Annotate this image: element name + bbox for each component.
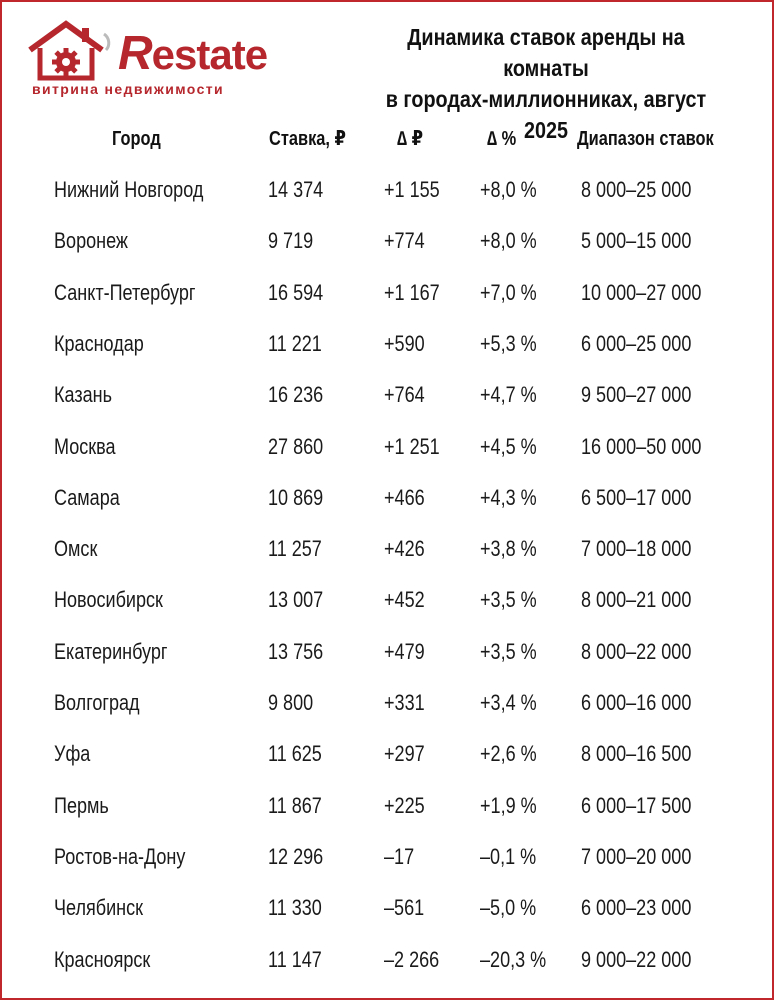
- cell-city: Самара: [54, 484, 120, 510]
- cell-delta-pct: +4,7 %: [480, 382, 537, 408]
- cell-rate: 14 374: [268, 177, 324, 202]
- cell-range: 7 000–18 000: [581, 536, 692, 562]
- cell-delta-rub: –561: [384, 895, 425, 921]
- cell-city: Нижний Новгород: [54, 177, 204, 202]
- cell-delta-rub: –17: [384, 843, 415, 869]
- cell-rate: 11 221: [268, 330, 322, 356]
- cell-range: 6 000–17 500: [581, 792, 692, 818]
- title-line-2: в городах-миллионниках, август 2025: [385, 86, 707, 143]
- cell-city: Волгоград: [54, 690, 140, 715]
- cell-delta-rub: +466: [384, 484, 425, 510]
- title-line-1: Динамика ставок аренды на комнаты: [407, 24, 685, 81]
- cell-range: 16 000–50 000: [581, 433, 702, 459]
- cell-range: 9 500–27 000: [581, 382, 692, 408]
- cell-delta-pct: +7,0 %: [480, 279, 537, 305]
- cell-delta-pct: +8,0 %: [480, 177, 537, 202]
- cell-rate: 9 719: [268, 228, 314, 254]
- cell-delta-rub: +426: [384, 536, 425, 562]
- brand-wordmark: Restate: [118, 27, 268, 80]
- cell-rate: 11 147: [268, 946, 322, 972]
- header-rate: Ставка, ₽: [269, 128, 346, 150]
- table-row: [0, 226, 774, 256]
- table-row: [0, 483, 774, 513]
- cell-rate: 16 236: [268, 382, 324, 408]
- cell-rate: 9 800: [268, 690, 314, 715]
- cell-delta-pct: –20,3 %: [480, 946, 547, 972]
- cell-delta-rub: +764: [384, 382, 425, 408]
- table-header: [0, 124, 774, 154]
- cell-city: Омск: [54, 536, 98, 562]
- cell-delta-rub: –2 266: [384, 946, 440, 972]
- cell-rate: 11 625: [268, 741, 322, 767]
- cell-city: Москва: [54, 433, 116, 459]
- cell-city: Ростов-на-Дону: [54, 843, 186, 869]
- cell-range: 7 000–20 000: [581, 843, 692, 869]
- cell-rate: 13 756: [268, 638, 324, 664]
- cell-range: 6 000–16 000: [581, 690, 692, 715]
- cell-delta-pct: +3,5 %: [480, 638, 537, 664]
- cell-delta-rub: +1 251: [384, 433, 440, 459]
- cell-rate: 27 860: [268, 433, 324, 459]
- cell-city: Пермь: [54, 792, 109, 818]
- cell-delta-pct: +1,9 %: [480, 792, 537, 818]
- cell-city: Санкт-Петербург: [54, 279, 196, 305]
- table-row: [0, 380, 774, 410]
- cell-city: Краснодар: [54, 330, 144, 356]
- table-row: [0, 945, 774, 975]
- cell-range: 5 000–15 000: [581, 228, 692, 254]
- header-delta-pct: ∆ %: [487, 128, 517, 150]
- cell-delta-pct: +3,5 %: [480, 587, 537, 613]
- table-row: [0, 585, 774, 615]
- cell-delta-pct: +3,4 %: [480, 690, 537, 715]
- cell-rate: 12 296: [268, 843, 324, 869]
- table-row: [0, 688, 774, 718]
- cell-delta-rub: +1 155: [384, 177, 440, 202]
- cell-delta-rub: +1 167: [384, 279, 440, 305]
- cell-range: 6 500–17 000: [581, 484, 692, 510]
- cell-delta-pct: +5,3 %: [480, 330, 537, 356]
- cell-delta-pct: +4,5 %: [480, 433, 537, 459]
- table-row: [0, 637, 774, 667]
- table-row: [0, 534, 774, 564]
- header-city: Город: [112, 128, 161, 150]
- cell-range: 8 000–25 000: [581, 177, 692, 202]
- cell-delta-pct: –5,0 %: [480, 895, 537, 921]
- table-row: [0, 739, 774, 769]
- cell-delta-pct: +3,8 %: [480, 536, 537, 562]
- cell-delta-rub: +225: [384, 792, 425, 818]
- cell-range: 8 000–22 000: [581, 638, 692, 664]
- cell-city: Челябинск: [54, 895, 144, 921]
- cell-rate: 10 869: [268, 484, 324, 510]
- cell-delta-pct: +4,3 %: [480, 484, 537, 510]
- table-row: [0, 278, 774, 308]
- cell-range: 10 000–27 000: [581, 279, 702, 305]
- brand-tagline: витрина недвижимости: [32, 81, 225, 97]
- cell-rate: 13 007: [268, 587, 324, 613]
- cell-delta-rub: +774: [384, 228, 425, 254]
- cell-delta-rub: +590: [384, 330, 425, 356]
- table-row: [0, 893, 774, 923]
- header-delta-rub: ∆ ₽: [397, 128, 424, 150]
- cell-delta-rub: +331: [384, 690, 425, 715]
- cell-delta-rub: +297: [384, 741, 425, 767]
- header-range: Диапазон ставок: [577, 128, 714, 150]
- table-row: [0, 432, 774, 462]
- restate-logo[interactable]: [22, 14, 272, 104]
- cell-delta-pct: –0,1 %: [480, 843, 537, 869]
- cell-range: 6 000–23 000: [581, 895, 692, 921]
- cell-city: Казань: [54, 382, 113, 408]
- table-row: [0, 175, 774, 205]
- cell-city: Уфа: [54, 741, 91, 767]
- table-row: [0, 329, 774, 359]
- cell-range: 6 000–25 000: [581, 330, 692, 356]
- table-row: [0, 791, 774, 821]
- cell-rate: 11 330: [268, 895, 322, 921]
- cell-delta-pct: +2,6 %: [480, 741, 537, 767]
- cell-city: Новосибирск: [54, 587, 163, 613]
- table-row: [0, 842, 774, 872]
- cell-range: 9 000–22 000: [581, 946, 692, 972]
- cell-city: Красноярск: [54, 946, 151, 972]
- cell-rate: 11 867: [268, 792, 322, 818]
- cell-range: 8 000–16 500: [581, 741, 692, 767]
- cell-delta-pct: +8,0 %: [480, 228, 537, 254]
- cell-delta-rub: +479: [384, 638, 425, 664]
- cell-city: Екатеринбург: [54, 638, 168, 664]
- cell-rate: 11 257: [268, 536, 322, 562]
- cell-delta-rub: +452: [384, 587, 425, 613]
- cell-city: Воронеж: [54, 228, 128, 254]
- cell-range: 8 000–21 000: [581, 587, 692, 613]
- cell-rate: 16 594: [268, 279, 324, 305]
- house-gear-icon: [26, 20, 112, 84]
